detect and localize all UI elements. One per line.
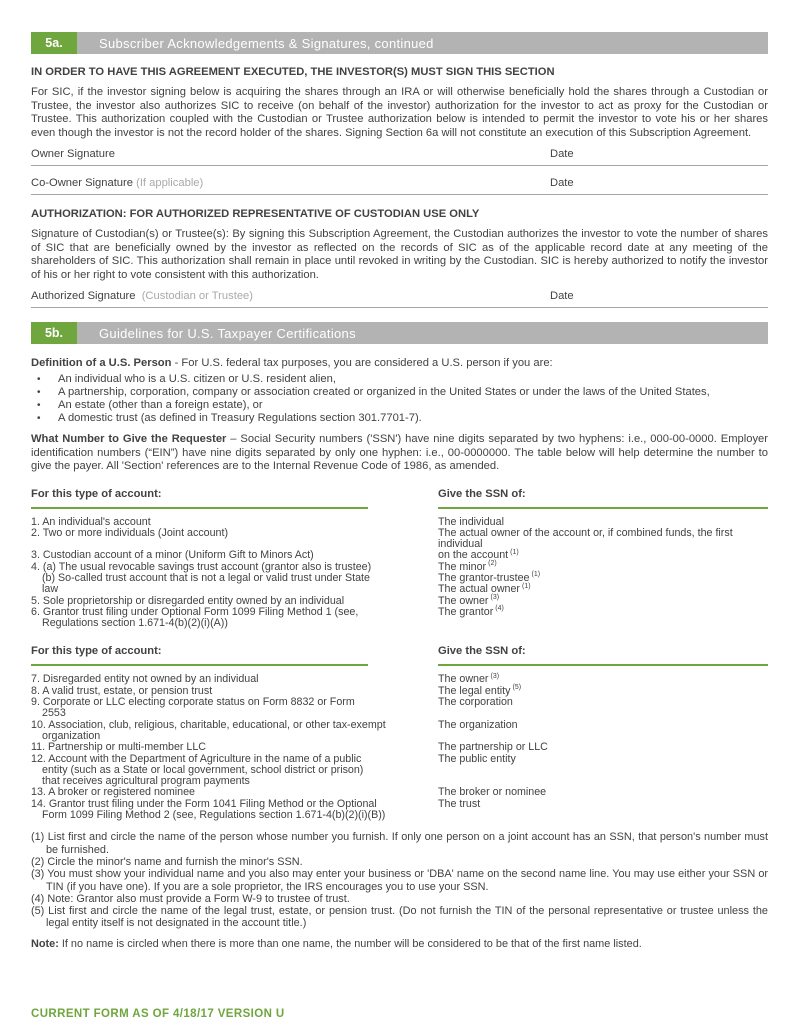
ssn-of-cell: The organization <box>438 718 518 731</box>
ssn-of-cell: The actual owner of the account or, if combined funds, the first <box>438 526 733 539</box>
account-type-cell: law <box>42 583 59 596</box>
footnote-ref: (1) <box>531 571 541 579</box>
bullet-item: • A domestic trust (as defined in Treasury Regulations section 301.7701-7). <box>31 412 768 425</box>
ssn-of-cell <box>438 765 768 776</box>
section-5b-number: 5b. <box>31 322 77 344</box>
account-type-cell: 2553 <box>42 707 66 720</box>
footnote-ref: (4) <box>495 605 504 613</box>
ssn-of-cell <box>438 618 768 629</box>
account-type-cell: 2. Two or more individuals (Joint account) <box>31 526 229 539</box>
bullet-item: • An individual who is a U.S. citizen or U.S. resident alien, <box>31 373 768 386</box>
table-row <box>31 742 768 753</box>
intro-paragraph: For SIC, if the investor signing below is acquiring the shares through an IRA or will otherwise beneficially hold the shares through a Custodian or Trustee, the investor also authorizes SIC to receive (on behalf of the investor) authorization for the investor to act as proxy for the Custodian or Trustee. This authorization coupled with the Custodian or Trustee authorization below is intended to permit the investor to vote his or her shares even though the investor is not the record holder of the shares. Signing Section 6a will not constitute an execution of this Subscription Agreement. <box>31 86 768 139</box>
ssn-of-cell: The owner $^{(3)}$ <box>438 672 500 686</box>
ssn-of-cell: on the account $^{(1)}$ <box>438 548 519 562</box>
footnote-item: (3) You must show your individual name and you also may enter your business or 'DBA' name on the second name line. You may use either your SSN or TIN (if you have one). If you are a sole proprietor, the IRS encourages you to use your SSN. <box>31 868 768 893</box>
footnote-ref: (1) <box>510 548 519 556</box>
account-type-cell: 14. Grantor trust filing under the Form 1041 Filing Method or the Optional <box>31 797 377 810</box>
what-number-paragraph: What Number to Give the Requester – Social Security numbers ('SSN') have nine digits separated by two hyphens: i.e., 000-00-0000. Employer identification numbers (“EIN”) have nine digits separated by only one hyphen: i.e., 00-0000000. The table below will help determine the number to give the payer. All 'Section' references are to the Internal Revenue Code of 1986, as amended. <box>31 433 768 472</box>
section-5a-header <box>31 32 768 54</box>
ssn-of-cell: The actual owner $^{(1)}$ <box>438 582 531 596</box>
table-row <box>31 708 768 719</box>
account-type-cell: 13. A broker or registered nominee <box>31 786 195 799</box>
footnote-ref: (5) <box>512 684 522 692</box>
table-2-head <box>31 641 768 666</box>
signature-label: Co-Owner Signature <box>31 177 133 189</box>
date-label: Date <box>550 148 574 160</box>
authorization-heading: AUTHORIZATION: FOR AUTHORIZED REPRESENTATIVE OF CUSTODIAN USE ONLY <box>31 208 480 220</box>
account-type-cell: that receives agricultural program payments <box>42 775 250 788</box>
ssn-of-cell: The corporation <box>438 696 513 709</box>
account-type-cell: entity (such as a State or local government, school district or prison) <box>42 763 364 776</box>
authorized-signature-note: (Custodian or Trustee) <box>141 290 254 302</box>
signature-label: Owner Signature <box>31 148 115 160</box>
section-5a-title: Subscriber Acknowledgements & Signatures, continued <box>77 32 768 54</box>
note-term: Note: <box>31 937 59 950</box>
ssn-of-cell: The legal entity $^{(5)}$ <box>438 684 522 697</box>
account-type-cell: 12. Account with the Department of Agriculture in the name of a public <box>31 752 362 765</box>
section-5b-title: Guidelines for U.S. Taxpayer Certifications <box>77 322 768 344</box>
table-2-left-header: For this type of account: <box>31 641 368 666</box>
section-5b-header <box>31 322 768 344</box>
account-type-cell: 4. (a) The usual revocable savings trust account (grantor also is trustee) <box>31 560 372 573</box>
account-type-table-1 <box>31 484 768 630</box>
table-row <box>31 720 768 731</box>
table-1-left-header: For this type of account: <box>31 484 368 509</box>
table-row <box>31 810 768 821</box>
table-row <box>31 550 768 561</box>
footnote-ref: (3) <box>490 594 500 602</box>
authorized-signature-label: Authorized Signature <box>31 290 136 302</box>
account-type-cell: Regulations section 1.671-4(b)(2)(i)(A)) <box>42 617 228 630</box>
table-row <box>31 697 768 708</box>
ssn-of-cell: The broker or nominee <box>438 786 547 799</box>
table-1-head <box>31 484 768 509</box>
table-1-right-header: Give the SSN of: <box>438 484 768 509</box>
sign-instruction-heading: IN ORDER TO HAVE THIS AGREEMENT EXECUTED, THE INVESTOR(S) MUST SIGN THIS SECTION <box>31 66 555 78</box>
table-2-rows <box>31 674 768 821</box>
table-row <box>31 573 768 584</box>
ssn-of-cell: The partnership or LLC <box>438 741 548 754</box>
account-type-cell: 9. Corporate or LLC electing corporate status on Form 8832 or Form <box>31 696 355 709</box>
signature-field[interactable] <box>31 148 768 166</box>
account-type-cell: 3. Custodian account of a minor (Uniform Gift to Minors Act) <box>31 549 314 562</box>
ssn-of-cell: The individual <box>438 515 504 528</box>
note-line: Note: If no name is circled when there is more than one name, the number will be considered to be that of the first name listed. <box>31 937 642 950</box>
account-type-table-2 <box>31 641 768 821</box>
account-type-cell: 11. Partnership or multi-member LLC <box>31 741 207 754</box>
table-row <box>31 584 768 595</box>
definition-term: Definition of a U.S. Person <box>31 357 172 369</box>
footnote-ref: (2) <box>488 560 497 568</box>
ssn-of-cell <box>438 810 768 821</box>
footnote-ref: (1) <box>521 582 531 590</box>
account-type-cell: (b) So-called trust account that is not a legal or valid trust under State <box>42 571 370 584</box>
ssn-of-cell: The public entity <box>438 752 516 765</box>
authorized-signature-field[interactable] <box>31 290 768 308</box>
account-type-cell: 1. An individual's account <box>31 515 151 528</box>
footnote-item: (1) List first and circle the name of the person whose number you furnish. If only one person on a joint account has an SSN, that person's number must be furnished. <box>31 831 768 856</box>
authorization-paragraph: Signature of Custodian(s) or Trustee(s): By signing this Subscription Agreement, the Custodian authorizes the investor to vote the number of shares of SIC that are beneficially owned by the investor as reflected on the records of SIC as of the applicable record date at any meeting of the shareholders of SIC. This authorization shall remain in place until revoked in writing by the Custodian. SIC is hereby authorized to notify the investor of his or her right to vote consistent with this authorization. <box>31 228 768 281</box>
us-person-bullet-list <box>31 373 768 425</box>
date-label: Date <box>550 177 574 189</box>
ssn-of-cell <box>438 708 768 719</box>
table-1-rows <box>31 517 768 630</box>
ssn-of-cell: The minor $^{(2)}$ <box>438 560 497 573</box>
ssn-of-cell: individual <box>438 538 483 551</box>
table-row <box>31 618 768 629</box>
form-version-footer: CURRENT FORM AS OF 4/18/17 VERSION U <box>31 1008 285 1020</box>
footnote-ref: (3) <box>490 672 500 680</box>
footnote-item: (2) Circle the minor's name and furnish the minor's SSN. <box>31 855 303 868</box>
ssn-of-cell: The grantor-trustee $^{(1)}$ <box>438 571 541 584</box>
section-5a-number: 5a. <box>31 32 77 54</box>
table-row <box>31 528 768 539</box>
account-type-cell: organization <box>42 729 101 742</box>
bullet-item: • A partnership, corporation, company or association created or organized in the United States or under the laws of the United States, <box>31 386 768 399</box>
footnote-item: (5) List first and circle the name of the legal trust, estate, or pension trust. (Do not furnish the TIN of the personal representative or trustee unless the legal entity itself is not designated in the account title.) <box>31 905 768 930</box>
footnote-list <box>31 831 768 929</box>
bullet-item: • An estate (other than a foreign estate), or <box>31 399 768 412</box>
signature-rows <box>31 148 768 195</box>
account-type-cell: Form 1099 Filing Method 2 (see, Regulations section 1.671-4(b)(2)(i)(B)) <box>42 809 386 822</box>
signature-note: (If applicable) <box>132 177 204 189</box>
account-type-cell: 7. Disregarded entity not owned by an individual <box>31 673 259 686</box>
definition-line: Definition of a U.S. Person - For U.S. federal tax purposes, you are considered a U.S. person if you are: <box>31 357 553 369</box>
signature-field[interactable] <box>31 177 768 195</box>
date-label: Date <box>550 290 574 302</box>
table-2-right-header: Give the SSN of: <box>438 641 768 666</box>
ssn-of-cell: The grantor $^{(4)}$ <box>438 605 504 618</box>
ssn-of-cell: The trust <box>438 797 481 810</box>
account-type-cell: 8. A valid trust, estate, or pension trust <box>31 684 213 697</box>
footnote-item: (4) Note: Grantor also must provide a Form W-9 to trustee of trust. <box>31 892 350 905</box>
account-type-cell: 5. Sole proprietorship or disregarded entity owned by an individual <box>31 594 345 607</box>
what-number-term: What Number to Give the Requester <box>31 433 227 445</box>
account-type-cell: 10. Association, club, religious, charitable, educational, or other tax-exempt <box>31 718 386 731</box>
ssn-of-cell: The owner $^{(3)}$ <box>438 594 500 607</box>
account-type-cell: 6. Grantor trust filing under Optional Form 1099 Filing Method 1 (see, <box>31 605 359 618</box>
